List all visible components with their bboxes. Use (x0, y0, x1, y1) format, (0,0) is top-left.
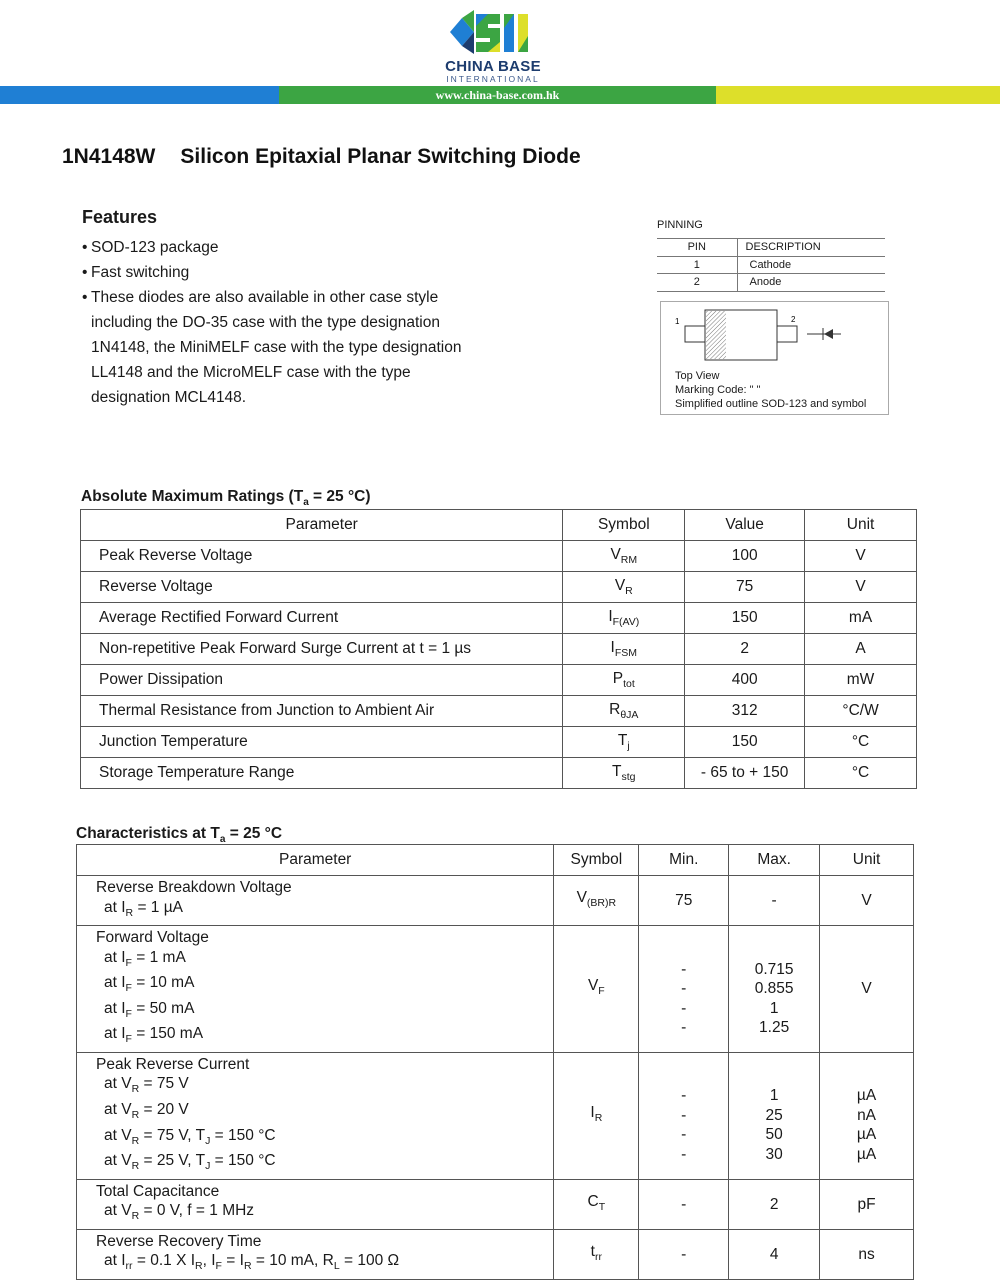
symbol-cell: $V_{RM}$ (563, 541, 685, 572)
param-cell: Non-repetitive Peak Forward Surge Current at t = 1 µs (81, 634, 563, 665)
param-cell: Junction Temperature (81, 727, 563, 758)
blue-band (0, 86, 279, 104)
symbol-header: Symbol (554, 845, 639, 876)
characteristics-table (76, 844, 914, 1280)
unit-cell: °C (805, 727, 917, 758)
abs-max-caption: Absolute Maximum Ratings ($T_a = 25$ °C) (81, 488, 371, 509)
param-cell (77, 1052, 554, 1179)
symbol-cell: $C_T$ (554, 1179, 639, 1229)
max-cell: - (729, 876, 820, 926)
outline-description: Simplified outline SOD-123 and symbol (675, 398, 867, 410)
param-cell (77, 1229, 554, 1279)
table-row (81, 572, 917, 603)
table-row (81, 603, 917, 634)
min-cell: - - - - (639, 926, 729, 1053)
param-cell: Peak Reverse Voltage (81, 541, 563, 572)
table-row (77, 1229, 914, 1279)
param-condition: at $I_F = 50$ mA (104, 999, 195, 1020)
max-cell: 4 (729, 1229, 820, 1279)
table-row (77, 1052, 914, 1179)
table-row (81, 541, 917, 572)
param-title: Reverse Recovery Time (96, 1232, 262, 1250)
symbol-cell: $V_R$ (563, 572, 685, 603)
min-cell: - (639, 1179, 729, 1229)
unit-header: Unit (805, 510, 917, 541)
parameter-header: Parameter (77, 845, 554, 876)
unit-header: Unit (820, 845, 914, 876)
brand-subtitle: INTERNATIONAL (446, 74, 540, 84)
symbol-cell: $V_{(BR)R}$ (554, 876, 639, 926)
value-cell: 150 (685, 603, 805, 634)
website-url[interactable]: www.china-base.com.hk (435, 88, 560, 102)
feature-item: • SOD-123 package (82, 235, 492, 260)
unit-cell: V (820, 876, 914, 926)
unit-cell: °C/W (805, 696, 917, 727)
table-row (657, 256, 885, 274)
value-cell: - 65 to + 150 (685, 758, 805, 789)
pin-number: 1 (657, 256, 737, 274)
param-condition: at $V_R = 75$ V, $T_J = 150$ °C (104, 1126, 276, 1147)
param-condition: at $V_R = 25$ V, $T_J = 150$ °C (104, 1152, 276, 1173)
marking-code-label: Marking Code: " " (675, 384, 761, 396)
characteristics-caption: Characteristics at $T_a = 25$ °C (76, 825, 283, 846)
feature-item: • These diodes are also available in other case style including the DO-35 case with the type designation 1N4148, the MiniMELF case with the type designation LL4148 and the MicroMELF case with the type designation MCL4148. (82, 285, 492, 410)
package-outline (660, 301, 889, 415)
symbol-cell: $T_j$ (563, 727, 685, 758)
param-condition: at $I_F = 150$ mA (104, 1025, 204, 1046)
yellow-band (716, 86, 1000, 104)
param-cell (77, 1179, 554, 1229)
table-row (657, 274, 885, 292)
table-row (81, 727, 917, 758)
param-title: Forward Voltage (96, 929, 209, 947)
table-row (77, 876, 914, 926)
abs-max-table (80, 509, 917, 789)
feature-item: • Fast switching (82, 260, 492, 285)
pin1-label: 1 (675, 317, 680, 326)
min-cell: - (639, 1229, 729, 1279)
features-heading: Features (82, 207, 158, 227)
pinning-header-row (657, 239, 885, 257)
param-title: Total Capacitance (96, 1182, 220, 1200)
symbol-cell: $V_F$ (554, 926, 639, 1053)
max-cell: 2 (729, 1179, 820, 1229)
csi-logo-icon (450, 10, 540, 54)
table-row (81, 634, 917, 665)
symbol-cell: $T_{stg}$ (563, 758, 685, 789)
param-cell: Storage Temperature Range (81, 758, 563, 789)
page-title (62, 145, 581, 169)
sod123-outline-icon (661, 302, 890, 370)
symbol-header: Symbol (563, 510, 685, 541)
unit-cell: ns (820, 1229, 914, 1279)
description-header: DESCRIPTION (737, 239, 885, 257)
param-condition: at $I_R = 1$ µA (104, 898, 184, 919)
unit-cell: °C (805, 758, 917, 789)
param-condition: at $I_{rr} = 0.1$ X $I_R$, $I_F = I_R = 10$ mA, $R_L = 100$ Ω (104, 1252, 400, 1273)
min-header: Min. (639, 845, 729, 876)
pin-header: PIN (657, 239, 737, 257)
pin2-label: 2 (791, 315, 796, 324)
symbol-cell: $R_{\theta JA}$ (563, 696, 685, 727)
unit-cell: pF (820, 1179, 914, 1229)
param-cell: Reverse Voltage (81, 572, 563, 603)
param-title: Peak Reverse Current (96, 1055, 250, 1073)
param-cell: Thermal Resistance from Junction to Ambient Air (81, 696, 563, 727)
value-cell: 2 (685, 634, 805, 665)
unit-cell: V (805, 541, 917, 572)
param-cell: Average Rectified Forward Current (81, 603, 563, 634)
unit-cell: V (820, 926, 914, 1053)
param-cell (77, 926, 554, 1053)
param-condition: at $V_R = 75$ V (104, 1075, 189, 1096)
table-row (81, 665, 917, 696)
pinning-table (657, 238, 885, 292)
pin-number: 2 (657, 274, 737, 292)
abs-header-row (81, 510, 917, 541)
value-cell: 400 (685, 665, 805, 696)
max-cell: 0.715 0.855 1 1.25 (729, 926, 820, 1053)
features-list (82, 235, 492, 410)
parameter-header: Parameter (81, 510, 563, 541)
unit-cell: A (805, 634, 917, 665)
symbol-cell: $t_{rr}$ (554, 1229, 639, 1279)
param-cell: Power Dissipation (81, 665, 563, 696)
symbol-cell: $I_{FSM}$ (563, 634, 685, 665)
pin-description: Cathode (737, 256, 885, 274)
table-row (81, 758, 917, 789)
param-cell (77, 876, 554, 926)
table-row (81, 696, 917, 727)
part-number: 1N4148W (62, 145, 156, 168)
unit-cell: mW (805, 665, 917, 696)
param-condition: at $I_F = 1$ mA (104, 948, 186, 969)
chars-header-row (77, 845, 914, 876)
pin-description: Anode (737, 274, 885, 292)
max-header: Max. (729, 845, 820, 876)
part-description: Silicon Epitaxial Planar Switching Diode (180, 145, 581, 168)
unit-cell: V (805, 572, 917, 603)
max-cell: 1 25 50 30 (729, 1052, 820, 1179)
param-condition: at $I_F = 10$ mA (104, 974, 195, 995)
top-view-label: Top View (675, 370, 720, 382)
value-cell: 150 (685, 727, 805, 758)
value-cell: 312 (685, 696, 805, 727)
unit-cell: µA nA µA µA (820, 1052, 914, 1179)
pinning-label: PINNING (657, 219, 703, 231)
brand-name: CHINA BASE (445, 58, 541, 75)
symbol-cell: $I_{F(AV)}$ (563, 603, 685, 634)
value-cell: 100 (685, 541, 805, 572)
symbol-cell: $I_R$ (554, 1052, 639, 1179)
table-row (77, 926, 914, 1053)
unit-cell: mA (805, 603, 917, 634)
value-cell: 75 (685, 572, 805, 603)
table-row (77, 1179, 914, 1229)
outline-caption (675, 369, 866, 411)
min-cell: - - - - (639, 1052, 729, 1179)
param-title: Reverse Breakdown Voltage (96, 879, 292, 896)
min-cell: 75 (639, 876, 729, 926)
param-condition: at $V_R = 0$ V, f = 1 MHz (104, 1202, 255, 1223)
symbol-cell: $P_{tot}$ (563, 665, 685, 696)
value-header: Value (685, 510, 805, 541)
param-condition: at $V_R = 20$ V (104, 1101, 189, 1122)
